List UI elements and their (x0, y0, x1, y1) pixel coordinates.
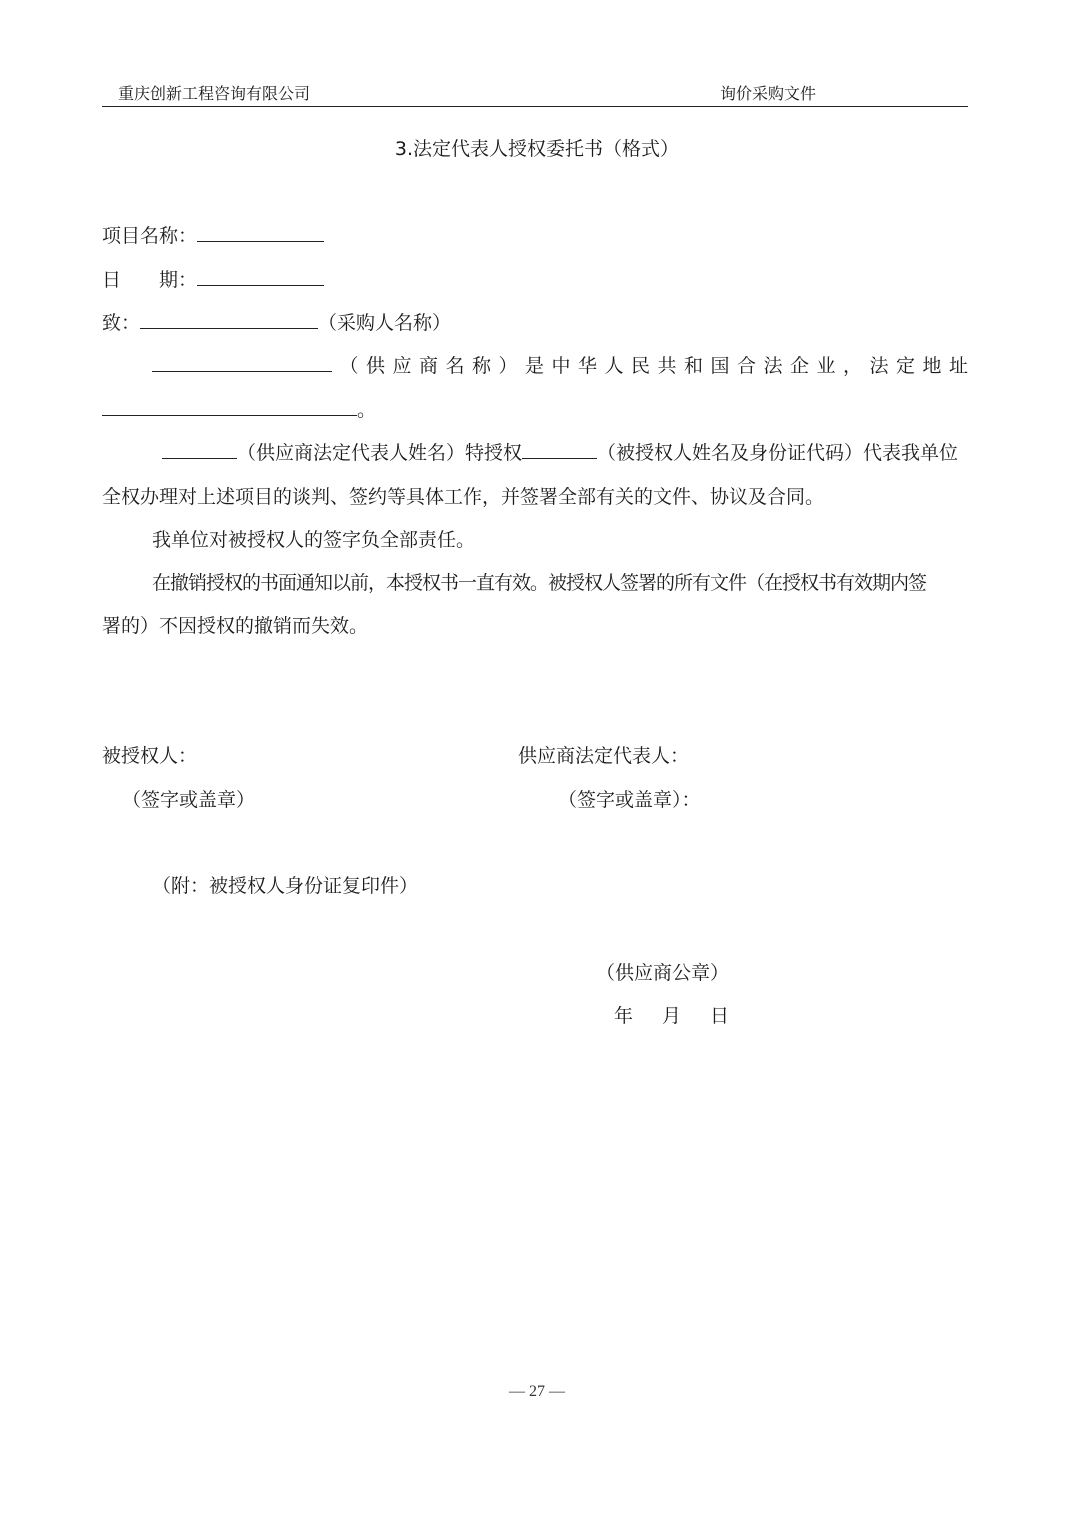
authorized-sign-field[interactable]: （签字或盖章） (122, 789, 256, 811)
paragraph-4-line-2: 署的）不因授权的撤销而失效。 (102, 615, 369, 637)
p1-char: 合 (736, 355, 756, 377)
date-month: 月 (662, 1005, 682, 1027)
header-company: 重庆创新工程咨询有限公司 (118, 84, 311, 103)
paragraph-1-line-2 (102, 395, 376, 422)
p1-char: 国 (710, 355, 730, 377)
paragraph-1-line-1 (152, 351, 968, 378)
attachment-note: （附：被授权人身份证复印件） (152, 875, 419, 897)
to-suffix: （采购人名称） (318, 312, 452, 334)
header-rule (102, 106, 968, 107)
p1-char: 业 (816, 355, 836, 377)
p1-char: 址 (948, 355, 968, 377)
p1-char: 名 (445, 355, 465, 377)
project-name-blank[interactable] (197, 223, 324, 242)
supplier-name-blank[interactable] (152, 353, 332, 372)
p1-char: 是 (524, 355, 544, 377)
legal-rep-name-blank[interactable] (162, 440, 237, 459)
p1-char: ） (498, 355, 518, 377)
date-line (614, 1001, 729, 1028)
supplier-seal-field[interactable]: （供应商公章） (596, 962, 730, 984)
to-label: 致： (102, 312, 141, 334)
p1-char: 法 (869, 355, 889, 377)
p2-part2: （被授权人姓名及身份证代码）代表我单位 (597, 442, 959, 464)
paragraph-3: 我单位对被授权人的签字负全部责任。 (152, 529, 476, 551)
p1-char: 企 (789, 355, 809, 377)
p1-char: 和 (683, 355, 703, 377)
date-blank[interactable] (197, 267, 324, 286)
date-row (102, 265, 324, 292)
page-number: — 27 — (509, 1383, 565, 1400)
p2-part1: （供应商法定代表人姓名）特授权 (237, 442, 523, 464)
p1-char: 人 (604, 355, 624, 377)
p1-char: 定 (895, 355, 915, 377)
paragraph-4-line-1: 在撤销授权的书面通知以前，本授权书一直有效。被授权人签署的所有文件（在授权书有效期内签 (152, 572, 927, 594)
date-year: 年 (614, 1005, 634, 1027)
p1-char: 应 (392, 355, 412, 377)
p1-char: 地 (922, 355, 942, 377)
authorized-person-blank[interactable] (522, 440, 597, 459)
p1-char: 商 (418, 355, 438, 377)
header-doc-type: 询价采购文件 (720, 84, 817, 103)
p1-char: 华 (577, 355, 597, 377)
project-name-row (102, 221, 324, 248)
paragraph-2-line-1 (162, 438, 958, 465)
date-label-char1: 日 (102, 269, 122, 291)
p1-char: （ (339, 355, 359, 377)
page-title: 3.法定代表人授权委托书（格式） (394, 138, 680, 160)
date-label-char2: 期： (159, 269, 198, 291)
p1-char: 法 (763, 355, 783, 377)
authorized-person-label: 被授权人： (102, 745, 198, 767)
legal-rep-label: 供应商法定代表人： (518, 745, 690, 767)
legal-address-blank[interactable] (102, 397, 357, 416)
p1-char: 称 (471, 355, 491, 377)
p1-char: ， (842, 355, 862, 377)
purchaser-name-blank[interactable] (140, 310, 318, 329)
paragraph-2-line-2: 全权办理对上述项目的谈判、签约等具体工作，并签署全部有关的文件、协议及合同。 (102, 486, 825, 508)
to-row (102, 308, 451, 335)
p1-char: 民 (630, 355, 650, 377)
legal-rep-sign-field[interactable]: （签字或盖章）： (558, 789, 701, 811)
p1-end-mark: 。 (357, 399, 377, 421)
p1-char: 供 (365, 355, 385, 377)
date-day: 日 (710, 1005, 730, 1027)
p1-char: 中 (551, 355, 571, 377)
p1-char: 共 (657, 355, 677, 377)
project-name-label: 项目名称： (102, 225, 198, 247)
